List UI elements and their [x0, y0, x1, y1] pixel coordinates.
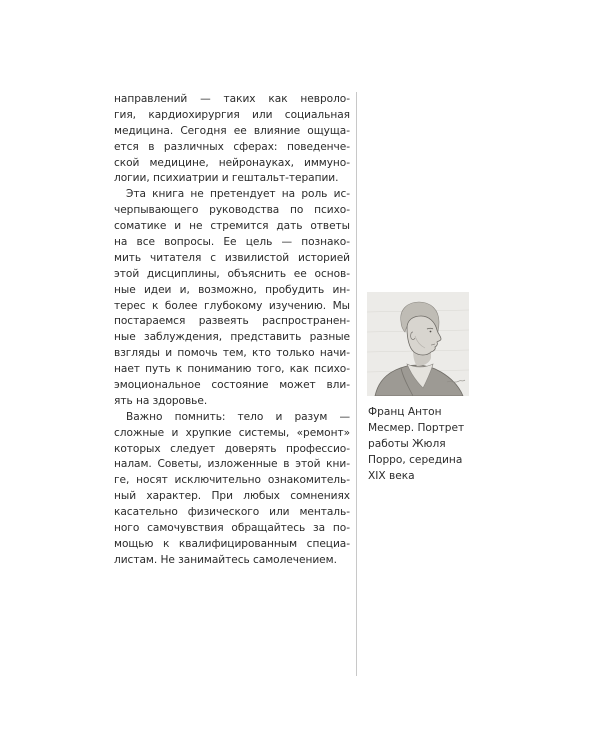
text-line: медицина. Сегодня ее влияние ощуща- — [114, 124, 350, 137]
text-line: взгляды и помочь тем, кто только начи- — [114, 347, 350, 360]
text-line: ять на здоровье. — [114, 394, 208, 407]
text-line: сложные и хрупкие системы, «ремонт» — [114, 426, 350, 439]
text-line: логии, психиатрии и гештальт-терапии. — [114, 172, 339, 185]
text-line: ге, носят исключительно ознакомитель- — [114, 474, 350, 487]
text-line: нает путь к пониманию того, как психо- — [114, 363, 350, 376]
text-line: касательно физического или менталь- — [114, 506, 350, 519]
text-line: Эта книга не претендует на роль ис- — [126, 188, 350, 201]
caption-line: работы Жюля — [368, 437, 446, 450]
caption-line: Франц Антон — [368, 406, 442, 418]
text-line: мить читателя с извилистой историей — [114, 251, 350, 264]
text-line: черпывающего руководства по психо- — [114, 204, 350, 217]
portrait-caption — [368, 405, 488, 484]
caption-line: Месмер. Портрет — [368, 421, 465, 434]
text-line: направлений — таких как невроло- — [114, 93, 350, 105]
text-line: ется в различных сферах: поведенче- — [114, 140, 350, 153]
text-line: мощью к квалифицированным специа- — [114, 537, 350, 550]
text-line: ный характер. При любых сомнениях — [114, 490, 350, 503]
caption-line: XIX века — [368, 469, 415, 482]
text-line: ные заблуждения, представить разные — [114, 331, 350, 344]
text-line: терес к более глубокому изучению. Мы — [114, 299, 350, 312]
text-line: ской медицине, нейронауках, иммуно- — [114, 156, 350, 169]
text-line: этой дисциплины, объяснить ее основ- — [114, 267, 350, 280]
text-line: на все вопросы. Ее цель — познако- — [114, 236, 350, 249]
main-text-column — [114, 92, 350, 569]
text-line: налам. Советы, изложенные в этой кни- — [114, 458, 350, 471]
portrait-engraving — [367, 292, 469, 396]
text-line: которых следует доверять профессио- — [114, 442, 350, 455]
text-line: ного самочувствия обращайтесь за по- — [114, 522, 350, 535]
caption-line: Порро, середина — [368, 453, 463, 466]
text-line: эмоциональное состояние может вли- — [114, 379, 350, 392]
text-line: гия, кардиохирургия или социальная — [114, 108, 350, 121]
text-line: соматике и не стремится дать ответы — [114, 220, 350, 233]
text-line: листам. Не занимайтесь самолечением. — [114, 553, 337, 566]
text-line: Важно помнить: тело и разум — — [126, 410, 350, 423]
portrait-illustration — [367, 292, 469, 396]
column-divider — [356, 92, 357, 676]
text-line: ные идеи и, возможно, пробудить ин- — [114, 283, 350, 296]
text-line: постараемся развеять распространен- — [114, 315, 350, 328]
